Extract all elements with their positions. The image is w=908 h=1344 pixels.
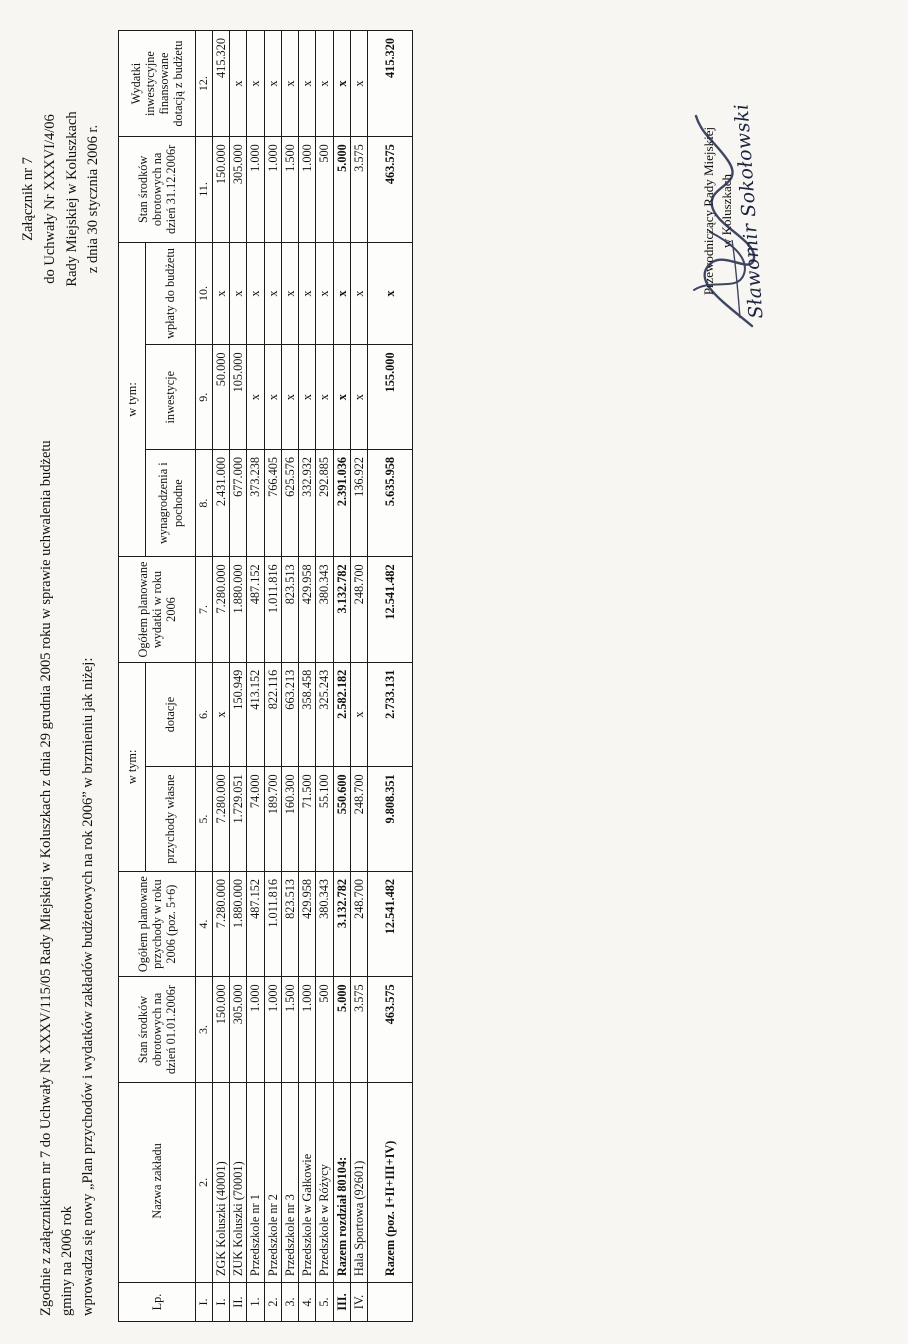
- row-c12: x: [264, 31, 281, 137]
- row-name: Hala Sportowa (92601): [350, 1082, 367, 1282]
- row-name: Przedszkole nr 1: [247, 1082, 264, 1282]
- row-c6: 2.582.182: [333, 662, 350, 767]
- header-investment-expenses: Wydatki inwestycyjne finansowane dotacją z budżetu: [119, 31, 196, 137]
- total-c12: 415.320: [368, 31, 413, 137]
- table-row: [281, 31, 298, 1322]
- row-c3: 5.000: [333, 977, 350, 1082]
- row-name: ZUK Koluszki (70001): [230, 1082, 247, 1282]
- row-c12: x: [333, 31, 350, 137]
- table-body: [212, 31, 412, 1322]
- signature-name: Sławomir Sokołowski: [730, 102, 768, 320]
- row-c12: x: [247, 31, 264, 137]
- row-c3: 150.000: [212, 977, 229, 1082]
- row-c10: x: [212, 242, 229, 345]
- row-c5: 55.100: [316, 767, 333, 872]
- row-c6: x: [212, 662, 229, 767]
- row-c9: 105.000: [230, 345, 247, 450]
- header-group-w-tym-expenses: w tym:: [119, 242, 146, 557]
- row-c11: 1.500: [281, 137, 298, 242]
- table-row: [264, 31, 281, 1322]
- total-c5: 9.808.351: [368, 767, 413, 872]
- row-c11: 305.000: [230, 137, 247, 242]
- row-c9: x: [350, 345, 367, 450]
- row-c11: 1.000: [247, 137, 264, 242]
- row-c8: 766.405: [264, 449, 281, 556]
- row-c6: 822.116: [264, 662, 281, 767]
- row-lp: II.: [230, 1283, 247, 1322]
- header-own-revenue: przychody własne: [146, 767, 196, 872]
- row-c10: x: [281, 242, 298, 345]
- row-c11: 150.000: [212, 137, 229, 242]
- row-lp: 2.: [264, 1283, 281, 1322]
- total-lp: [368, 1283, 413, 1322]
- header-lp: Lp.: [119, 1283, 196, 1322]
- row-name: Przedszkole w Różycy: [316, 1082, 333, 1282]
- row-c8: 373.238: [247, 449, 264, 556]
- row-c8: 2.431.000: [212, 449, 229, 556]
- total-c3: 463.575: [368, 977, 413, 1082]
- row-c7: 1.011.816: [264, 557, 281, 662]
- header-budget-payments: wpłaty do budżetu: [146, 242, 196, 345]
- row-c7: 487.152: [247, 557, 264, 662]
- row-lp: 4.: [299, 1283, 316, 1322]
- row-c4: 248.700: [350, 871, 367, 976]
- row-c3: 1.000: [264, 977, 281, 1082]
- table-row-total: [368, 31, 413, 1322]
- header-line-3: Rady Miejskiej w Koluszkach: [63, 111, 80, 287]
- row-c9: x: [247, 345, 264, 450]
- row-c6: 358.458: [299, 662, 316, 767]
- row-c12: x: [316, 31, 333, 137]
- total-c9: 155.000: [368, 345, 413, 450]
- budget-table: [118, 30, 413, 1322]
- row-name: ZGK Koluszki (40001): [212, 1082, 229, 1282]
- row-lp: 5.: [316, 1283, 333, 1322]
- row-c12: x: [299, 31, 316, 137]
- row-lp: 3.: [281, 1283, 298, 1322]
- row-c10: x: [299, 242, 316, 345]
- intro-line-1: Zgodnie z załącznikiem nr 7 do Uchwały Nr XXXV/115/05 Rady Miejskiej w Koluszkach z dnia 29 grudnia 2005 roku w sprawie uchwalenia budżetu gminy na 2006 rok: [38, 440, 76, 1316]
- row-c8: 136.922: [350, 449, 367, 556]
- header-group-w-tym-revenue: w tym:: [119, 662, 146, 871]
- row-name: Razem rozdział 80104:: [333, 1082, 350, 1282]
- colnum-5: 5.: [196, 767, 213, 872]
- row-c11: 1.000: [264, 137, 281, 242]
- row-c11: 1.000: [299, 137, 316, 242]
- row-c6: 413.152: [247, 662, 264, 767]
- table-row: [316, 31, 333, 1322]
- row-lp: I.: [212, 1283, 229, 1322]
- row-c4: 7.280.000: [212, 871, 229, 976]
- row-c3: 1.000: [247, 977, 264, 1082]
- row-c7: 1.880.000: [230, 557, 247, 662]
- intro-line-2: wprowadza się nowy „Plan przychodów i wydatków zakładów budżetowych na rok 2006” w brzmieniu jak niżej:: [80, 657, 97, 1316]
- row-c3: 1.500: [281, 977, 298, 1082]
- total-c11: 463.575: [368, 137, 413, 242]
- row-c9: x: [299, 345, 316, 450]
- row-c4: 823.513: [281, 871, 298, 976]
- row-c5: 248.700: [350, 767, 367, 872]
- row-c7: 248.700: [350, 557, 367, 662]
- row-c10: x: [247, 242, 264, 345]
- row-c6: 150.949: [230, 662, 247, 767]
- document-header-block: [18, 34, 105, 364]
- table-row-subtotal: [333, 31, 350, 1322]
- colnum-1: I.: [196, 1283, 213, 1322]
- row-c6: 663.213: [281, 662, 298, 767]
- table-column-numbers-row: [196, 31, 213, 1322]
- row-c12: 415.320: [212, 31, 229, 137]
- row-name: Przedszkole nr 2: [264, 1082, 281, 1282]
- row-c4: 1.011.816: [264, 871, 281, 976]
- row-c8: 332.932: [299, 449, 316, 556]
- colnum-7: 7.: [196, 557, 213, 662]
- row-c3: 500: [316, 977, 333, 1082]
- header-total-revenue: Ogółem planowane przychody w roku 2006 (poz. 5+6): [119, 871, 196, 976]
- table-row: [212, 31, 229, 1322]
- total-name: Razem (poz. I+II+III+IV): [368, 1082, 413, 1282]
- row-c12: x: [281, 31, 298, 137]
- total-c7: 12.541.482: [368, 557, 413, 662]
- row-c4: 1.880.000: [230, 871, 247, 976]
- colnum-2: 2.: [196, 1082, 213, 1282]
- colnum-8: 8.: [196, 449, 213, 556]
- row-c12: x: [230, 31, 247, 137]
- row-c10: x: [350, 242, 367, 345]
- row-c10: x: [264, 242, 281, 345]
- signature-block: [700, 46, 768, 376]
- colnum-9: 9.: [196, 345, 213, 450]
- row-c9: x: [281, 345, 298, 450]
- row-c7: 380.343: [316, 557, 333, 662]
- row-c8: 677.000: [230, 449, 247, 556]
- header-line-4: z dnia 30 stycznia 2006 r.: [85, 124, 102, 274]
- row-c7: 823.513: [281, 557, 298, 662]
- colnum-4: 4.: [196, 871, 213, 976]
- colnum-10: 10.: [196, 242, 213, 345]
- row-c9: x: [316, 345, 333, 450]
- row-c5: 189.700: [264, 767, 281, 872]
- row-c5: 160.300: [281, 767, 298, 872]
- table-row: [299, 31, 316, 1322]
- row-c5: 1.729.051: [230, 767, 247, 872]
- row-c5: 74.000: [247, 767, 264, 872]
- table-row: [247, 31, 264, 1322]
- header-line-1: Załącznik nr 7: [20, 157, 36, 241]
- row-c5: 7.280.000: [212, 767, 229, 872]
- row-c6: x: [350, 662, 367, 767]
- row-c10: x: [230, 242, 247, 345]
- total-c6: 2.733.131: [368, 662, 413, 767]
- row-c6: 325.243: [316, 662, 333, 767]
- row-c9: x: [333, 345, 350, 450]
- row-name: Przedszkole nr 3: [281, 1082, 298, 1282]
- table-row: [350, 31, 367, 1322]
- total-c10: x: [368, 242, 413, 345]
- row-c11: 5.000: [333, 137, 350, 242]
- row-c9: 50.000: [212, 345, 229, 450]
- row-c8: 625.576: [281, 449, 298, 556]
- row-c10: x: [333, 242, 350, 345]
- header-investments: inwestycje: [146, 345, 196, 450]
- row-name: Przedszkole w Gałkowie: [299, 1082, 316, 1282]
- row-c7: 7.280.000: [212, 557, 229, 662]
- signature-role-line-1: Przewodniczący Rady Miejskiej: [701, 126, 716, 296]
- colnum-3: 3.: [196, 977, 213, 1082]
- colnum-12: 12.: [196, 31, 213, 137]
- table-header-row-1: [119, 31, 146, 1322]
- row-c3: 305.000: [230, 977, 247, 1082]
- row-c8: 292.885: [316, 449, 333, 556]
- table-row: [230, 31, 247, 1322]
- row-lp: IV.: [350, 1283, 367, 1322]
- colnum-11: 11.: [196, 137, 213, 242]
- row-c9: x: [264, 345, 281, 450]
- header-total-expenses: Ogółem planowane wydatki w roku 2006: [119, 557, 196, 662]
- row-c11: 3.575: [350, 137, 367, 242]
- row-c3: 1.000: [299, 977, 316, 1082]
- row-c5: 71.500: [299, 767, 316, 872]
- header-line-2: do Uchwały Nr XXXVI/4/06: [41, 114, 58, 284]
- header-subsidies: dotacje: [146, 662, 196, 767]
- header-name: Nazwa zakładu: [119, 1082, 196, 1282]
- intro-paragraph: [36, 436, 99, 1316]
- row-c4: 429.958: [299, 871, 316, 976]
- row-c12: x: [350, 31, 367, 137]
- signature-role-line-2: w Koluszkach: [718, 174, 734, 249]
- total-c8: 5.635.958: [368, 449, 413, 556]
- header-salaries: wynagrodzenia i pochodne: [146, 449, 196, 556]
- row-c10: x: [316, 242, 333, 345]
- row-c4: 380.343: [316, 871, 333, 976]
- header-opening-balance: Stan środków obrotowych na dzień 01.01.2006r: [119, 977, 196, 1082]
- total-c4: 12.541.482: [368, 871, 413, 976]
- colnum-6: 6.: [196, 662, 213, 767]
- row-lp: III.: [333, 1283, 350, 1322]
- row-c4: 3.132.782: [333, 871, 350, 976]
- row-c3: 3.575: [350, 977, 367, 1082]
- row-c11: 500: [316, 137, 333, 242]
- row-c7: 3.132.782: [333, 557, 350, 662]
- row-lp: 1.: [247, 1283, 264, 1322]
- row-c4: 487.152: [247, 871, 264, 976]
- row-c8: 2.391.036: [333, 449, 350, 556]
- row-c5: 550.600: [333, 767, 350, 872]
- header-closing-balance: Stan środków obrotowych na dzień 31.12.2006r: [119, 137, 196, 242]
- row-c7: 429.958: [299, 557, 316, 662]
